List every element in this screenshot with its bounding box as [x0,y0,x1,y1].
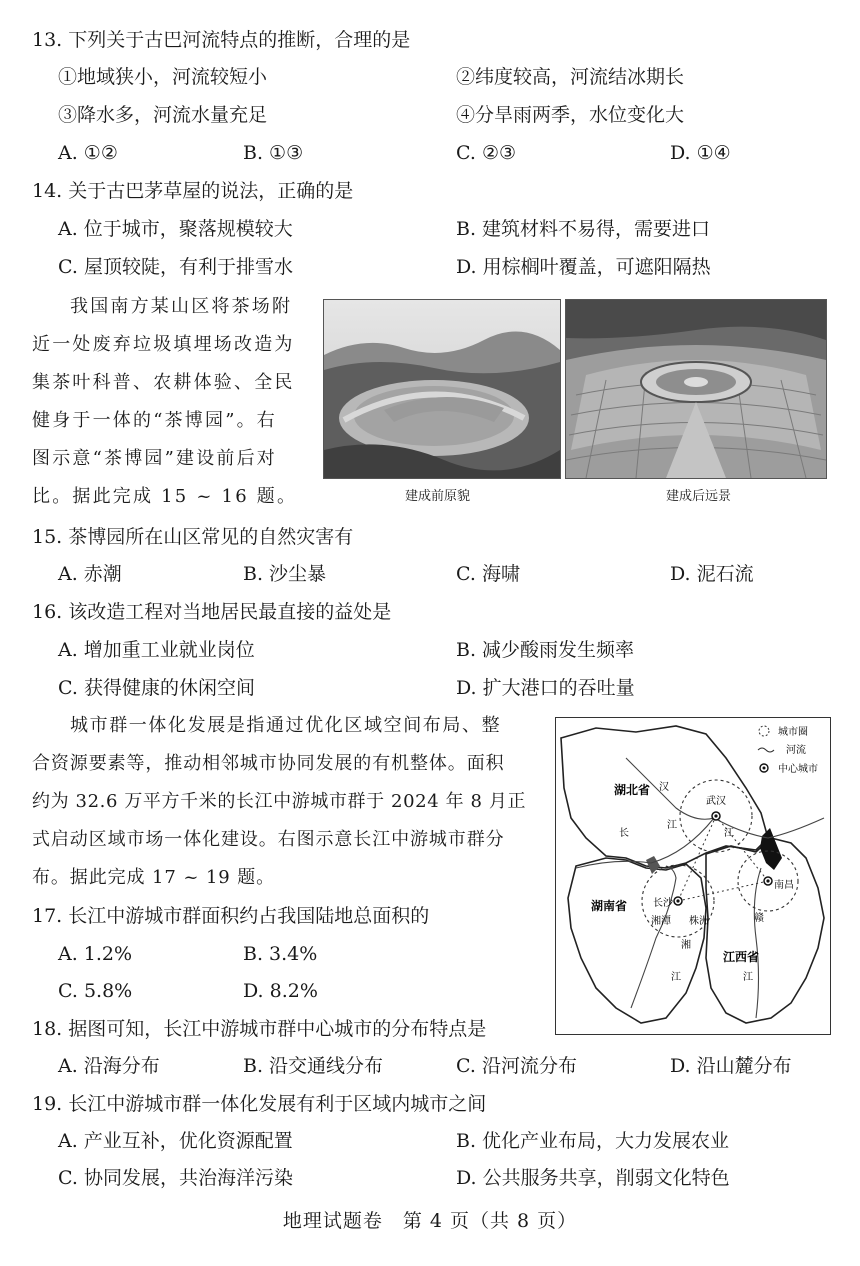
label-river-jiang-1: 江 [667,820,677,831]
q19-option-a: A. 产业互补，优化资源配置 [58,1130,293,1152]
label-river-jiang-4: 江 [743,972,753,983]
q18-option-d: D. 沿山麓分布 [670,1055,792,1077]
q16-option-b: B. 减少酸雨发生频率 [456,639,635,661]
passage1-line-6: 比。据此完成 15 ~ 16 题。 [32,486,298,507]
legend-river: 河流 [786,745,806,756]
q18-option-a: A. 沿海分布 [58,1055,160,1077]
q14-option-b: B. 建筑材料不易得，需要进口 [456,218,711,240]
q18-stem: 18. 据图可知，长江中游城市群中心城市的分布特点是 [32,1018,487,1040]
passage1-line-5: 图示意“茶博园”建设前后对 [32,448,278,469]
page-footer: 地理试题卷 第 4 页（共 8 页） [282,1210,578,1232]
q18-option-b: B. 沿交通线分布 [243,1055,384,1077]
q13-option-b: B. ①③ [243,142,304,164]
q13-statement-1: ①地域狭小，河流较短小 [58,66,268,88]
label-river-jiang-3: 江 [671,972,681,983]
q15-option-d: D. 泥石流 [670,563,754,585]
province-jiangxi-shape [706,838,824,1023]
q17-stem: 17. 长江中游城市群面积约占我国陆地总面积的 [32,905,430,927]
label-xiangtan: 湘潭 [651,916,671,927]
passage1-line-4: 健身于一体的“茶博园”。右 [32,410,278,431]
q13-option-a: A. ①② [58,142,118,164]
q17-option-c: C. 5.8% [58,980,133,1002]
q17-option-a: A. 1.2% [58,943,133,965]
q13-option-c: C. ②③ [456,142,517,164]
q15-option-b: B. 沙尘暴 [243,563,327,585]
label-river-chang: 长 [619,828,629,839]
photo-after [565,299,827,479]
dongting-lake-shape [646,856,660,874]
q15-stem: 15. 茶博园所在山区常见的自然灾害有 [32,526,354,548]
q16-stem: 16. 该改造工程对当地居民最直接的益处是 [32,601,392,623]
label-wuhan: 武汉 [706,796,726,807]
photo-before [323,299,561,479]
q13-option-d: D. ①④ [670,142,731,164]
passage2-line-1: 城市群一体化发展是指通过优化区域空间布局、整 [70,715,502,736]
q14-option-c: C. 屋顶较陡，有利于排雪水 [58,256,293,278]
q15-option-a: A. 赤潮 [58,563,122,585]
label-river-han: 汉 [659,782,669,793]
q16-option-d: D. 扩大港口的吞吐量 [456,677,635,699]
passage2-line-3: 约为 32.6 万平方千米的长江中游城市群于 2024 年 8 月正 [32,791,527,812]
q15-option-c: C. 海啸 [456,563,520,585]
label-river-jiang-2: 江 [724,828,734,839]
q17-option-d: D. 8.2% [243,980,318,1002]
legend-city-circle: 城市圈 [778,727,808,738]
map-legend [758,725,818,775]
passage2-line-5: 布。据此完成 17 ~ 19 题。 [32,867,276,888]
passage1-line-3: 集茶叶科普、农耕体验、全民 [32,372,295,393]
gan-river [754,868,761,1018]
label-nanchang: 南昌 [774,880,794,891]
q18-option-c: C. 沿河流分布 [456,1055,577,1077]
caption-before: 建成前原貌 [405,489,471,504]
legend-center-city: 中心城市 [778,764,818,775]
q13-stem: 13. 下列关于古巴河流特点的推断，合理的是 [32,29,411,51]
label-jiangxi: 江西省 [723,950,760,964]
label-hunan: 湖南省 [591,899,628,913]
label-river-xiang: 湘 [681,940,691,951]
label-hubei: 湖北省 [614,783,651,797]
city-cluster-map [555,717,831,1035]
q19-option-d: D. 公共服务共享，削弱文化特色 [456,1167,730,1189]
passage1-line-1: 我国南方某山区将茶场附 [70,296,293,317]
q13-statement-2: ②纬度较高，河流结冰期长 [456,66,685,88]
q19-option-b: B. 优化产业布局，大力发展农业 [456,1130,730,1152]
q14-option-d: D. 用棕榈叶覆盖，可遮阳隔热 [456,256,711,278]
caption-after: 建成后远景 [666,489,732,504]
q13-statement-4: ④分旱雨两季，水位变化大 [456,104,685,126]
xiang-river [631,866,676,1008]
q14-stem: 14. 关于古巴茅草屋的说法，正确的是 [32,180,354,202]
poyang-lake-shape [760,828,782,870]
label-river-gan: 赣 [754,913,764,924]
q16-option-c: C. 获得健康的休闲空间 [58,677,255,699]
q13-statement-3: ③降水多，河流水量充足 [58,104,268,126]
q19-stem: 19. 长江中游城市群一体化发展有利于区域内城市之间 [32,1093,487,1115]
passage2-line-2: 合资源要素等，推动相邻城市协同发展的有机整体。面积 [32,753,505,774]
passage2-line-4: 式启动区域市场一体化建设。右图示意长江中游城市群分 [32,829,505,850]
q17-option-b: B. 3.4% [243,943,318,965]
passage1-line-2: 近一处废弃垃圾填埋场改造为 [32,334,295,355]
label-zhuzhou: 株洲 [689,916,709,927]
label-changsha: 长沙 [653,898,673,909]
q19-option-c: C. 协同发展，共治海洋污染 [58,1167,293,1189]
q16-option-a: A. 增加重工业就业岗位 [58,639,255,661]
q14-option-a: A. 位于城市，聚落规模较大 [58,218,293,240]
yangtze-river [576,818,824,868]
